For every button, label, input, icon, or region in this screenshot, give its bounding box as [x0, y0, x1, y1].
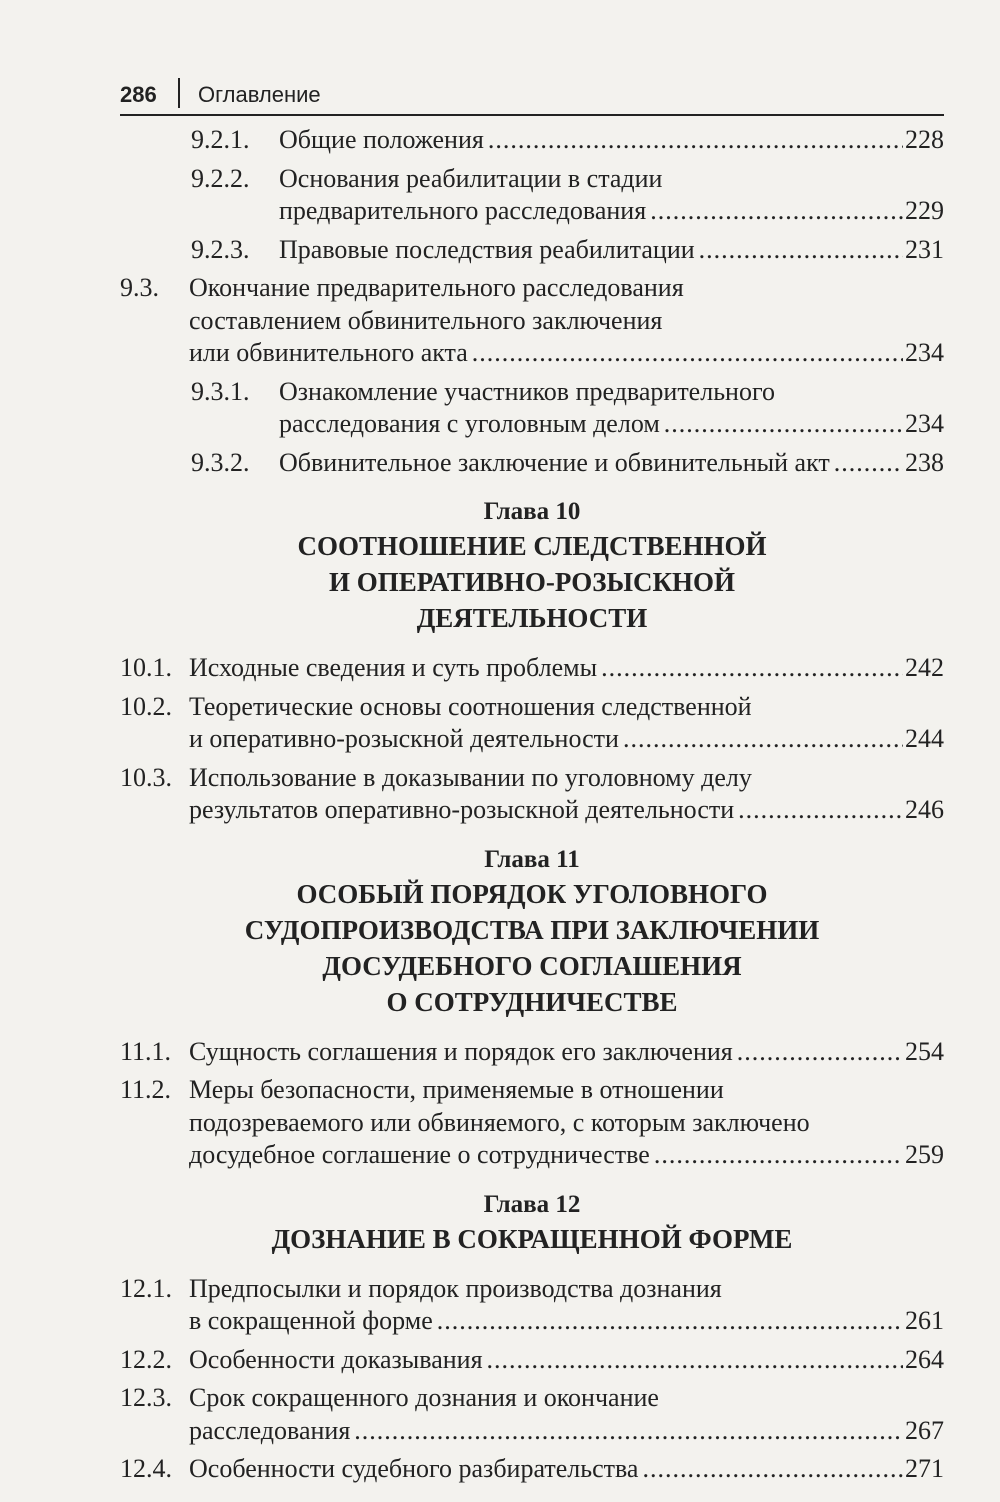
entry-page-number: 234: [905, 338, 944, 367]
entry-number: 9.2.3.: [191, 234, 250, 264]
entry-title-line: Предпосылки и порядок производства дознания: [189, 1273, 722, 1303]
entry-page-number: 228: [905, 125, 944, 154]
entry-title-line: Исходные сведения и суть проблемы: [189, 653, 598, 682]
toc-entry[interactable]: [120, 447, 944, 480]
entry-last-line: [189, 652, 944, 685]
leader-dots: [654, 1139, 903, 1172]
entry-last-line: [189, 1139, 944, 1172]
chapter-label: Глава 10: [483, 498, 581, 525]
page-number: 286: [120, 82, 157, 107]
entry-title-line: Обвинительное заключение и обвинительный акт: [279, 447, 830, 477]
entry-page-number: 259: [905, 1140, 944, 1169]
chapter-label: Глава 12: [483, 1190, 581, 1218]
entry-title-line: расследования: [189, 1415, 351, 1445]
entry-page-number: 231: [905, 234, 944, 264]
toc-entry[interactable]: [120, 691, 944, 756]
entry-title-line: Особенности доказывания: [189, 1344, 483, 1374]
entry-text: [279, 376, 944, 441]
toc-entry[interactable]: [120, 1036, 944, 1069]
entry-number: 11.1.: [120, 1036, 172, 1066]
entry-title-line: расследования с уголовным делом: [279, 409, 660, 438]
entry-last-line: [279, 234, 944, 267]
entry-text: [189, 691, 944, 756]
entry-number: 12.3.: [120, 1383, 172, 1412]
chapter-heading: [120, 495, 944, 636]
toc-entry[interactable]: [120, 1382, 944, 1447]
entry-title-line: Срок сокращенного дознания и окончание: [189, 1383, 659, 1412]
entry-last-line: [279, 195, 944, 228]
entry-number: 10.3.: [120, 762, 172, 792]
toc-entry[interactable]: [120, 1273, 944, 1338]
entry-last-line: [189, 1453, 944, 1486]
table-of-contents: [120, 124, 944, 1492]
entry-number: 12.1.: [120, 1273, 172, 1303]
chapter-title-line: ДОЗНАНИЕ В СОКРАЩЕННОЙ ФОРМЕ: [271, 1223, 793, 1254]
header-divider: [178, 78, 180, 108]
chapter-label: Глава 11: [484, 845, 580, 873]
entry-page-number: 234: [905, 409, 944, 438]
entry-text: [279, 124, 944, 157]
toc-entry[interactable]: [120, 272, 944, 370]
leader-dots: [601, 652, 903, 685]
chapter-title-line: СООТНОШЕНИЕ СЛЕДСТВЕННОЙ: [297, 531, 767, 561]
entry-text: [189, 1036, 944, 1069]
running-title: Оглавление: [198, 82, 321, 107]
entry-last-line: [279, 447, 944, 480]
toc-entry[interactable]: [120, 376, 944, 441]
entry-title-line: составлением обвинительного заключения: [189, 305, 663, 335]
entry-page-number: 246: [905, 795, 944, 824]
entry-last-line: [189, 1305, 944, 1338]
chapter-title-line: О СОТРУДНИЧЕСТВЕ: [386, 986, 678, 1017]
leader-dots: [834, 447, 903, 480]
entry-page-number: 238: [905, 447, 944, 477]
toc-entry[interactable]: [120, 652, 944, 685]
page-header: [120, 78, 944, 116]
entry-title-line: Сущность соглашения и порядок его заключения: [189, 1036, 733, 1066]
entry-page-number: 261: [905, 1306, 944, 1335]
entry-last-line: [189, 1415, 944, 1448]
leader-dots: [650, 195, 903, 228]
entry-number: 10.2.: [120, 691, 172, 721]
entry-number: 9.3.: [120, 273, 159, 302]
entry-title-line: в сокращенной форме: [189, 1306, 433, 1335]
entry-number: 9.3.1.: [191, 376, 250, 406]
entry-page-number: 267: [905, 1415, 944, 1445]
entry-last-line: [189, 1036, 944, 1069]
entry-page-number: 254: [905, 1036, 944, 1066]
entry-text: [189, 1074, 944, 1172]
entry-last-line: [189, 723, 944, 756]
entry-text: [189, 1273, 944, 1338]
chapter-title-line: И ОПЕРАТИВНО-РОЗЫСКНОЙ: [328, 567, 736, 597]
entry-last-line: [279, 124, 944, 157]
chapter-heading: [120, 1188, 944, 1257]
entry-number: 11.2.: [120, 1075, 172, 1104]
entry-number: 12.4.: [120, 1454, 172, 1483]
entry-text: [279, 163, 944, 228]
entry-number: 9.2.2.: [191, 163, 250, 193]
chapter-heading: [120, 843, 944, 1020]
leader-dots: [487, 1344, 903, 1377]
leader-dots: [623, 723, 903, 756]
entry-text: [189, 1382, 944, 1447]
entry-text: [189, 272, 944, 370]
entry-title-line: Использование в доказывании по уголовному делу: [189, 762, 752, 792]
entry-last-line: [279, 408, 944, 441]
toc-entry[interactable]: [120, 1344, 944, 1377]
leader-dots: [699, 234, 903, 267]
toc-entry[interactable]: [120, 762, 944, 827]
leader-dots: [437, 1305, 903, 1338]
leader-dots: [354, 1415, 903, 1448]
chapter-title-line: ДЕЯТЕЛЬНОСТИ: [416, 603, 648, 633]
entry-title-line: Правовые последствия реабилитации: [279, 234, 695, 264]
leader-dots: [737, 1036, 903, 1069]
chapter-title-line: ОСОБЫЙ ПОРЯДОК УГОЛОВНОГО: [296, 878, 768, 909]
entry-page-number: 271: [905, 1454, 944, 1483]
chapter-title-line: СУДОПРОИЗВОДСТВА ПРИ ЗАКЛЮЧЕНИИ: [244, 914, 820, 945]
entry-number: 9.3.2.: [191, 447, 250, 477]
entry-page-number: 264: [905, 1344, 944, 1374]
leader-dots: [488, 124, 903, 157]
entry-text: [279, 447, 944, 480]
entry-page-number: 229: [905, 196, 944, 225]
leader-dots: [738, 794, 903, 827]
entry-title-line: Основания реабилитации в стадии: [279, 163, 663, 193]
entry-title-line: или обвинительного акта: [189, 338, 468, 367]
entry-text: [189, 1344, 944, 1377]
entry-number: 12.2.: [120, 1344, 172, 1374]
entry-last-line: [189, 1344, 944, 1377]
entry-page-number: 244: [905, 724, 944, 753]
entry-title-line: предварительного расследования: [279, 196, 647, 225]
entry-last-line: [189, 337, 944, 370]
leader-dots: [642, 1453, 903, 1486]
entry-text: [189, 1453, 944, 1486]
chapter-title-line: ДОСУДЕБНОГО СОГЛАШЕНИЯ: [322, 950, 742, 981]
toc-entry[interactable]: [120, 124, 944, 157]
entry-text: [189, 762, 944, 827]
entry-title-line: и оперативно-розыскной деятельности: [189, 724, 619, 753]
entry-title-line: подозреваемого или обвиняемого, с которым заключено: [189, 1107, 810, 1137]
entry-text: [279, 234, 944, 267]
entry-page-number: 242: [905, 653, 944, 682]
leader-dots: [664, 408, 903, 441]
entry-title-line: Окончание предварительного расследования: [189, 273, 684, 302]
entry-number: 9.2.1.: [191, 125, 250, 154]
entry-text: [189, 652, 944, 685]
entry-number: 10.1.: [120, 653, 172, 682]
toc-entry[interactable]: [120, 163, 944, 228]
entry-title-line: Меры безопасности, применяемые в отношении: [189, 1075, 724, 1104]
entry-title-line: результатов оперативно-розыскной деятельности: [189, 795, 735, 824]
toc-entry[interactable]: [120, 234, 944, 267]
entry-title-line: Теоретические основы соотношения следственной: [189, 691, 752, 721]
toc-entry[interactable]: [120, 1074, 944, 1172]
entry-title-line: Общие положения: [279, 125, 484, 154]
entry-title-line: досудебное соглашение о сотрудничестве: [189, 1140, 650, 1169]
entry-title-line: Ознакомление участников предварительного: [279, 376, 775, 406]
entry-last-line: [189, 794, 944, 827]
toc-entry[interactable]: [120, 1453, 944, 1486]
entry-title-line: Особенности судебного разбирательства: [189, 1454, 639, 1483]
leader-dots: [472, 337, 903, 370]
